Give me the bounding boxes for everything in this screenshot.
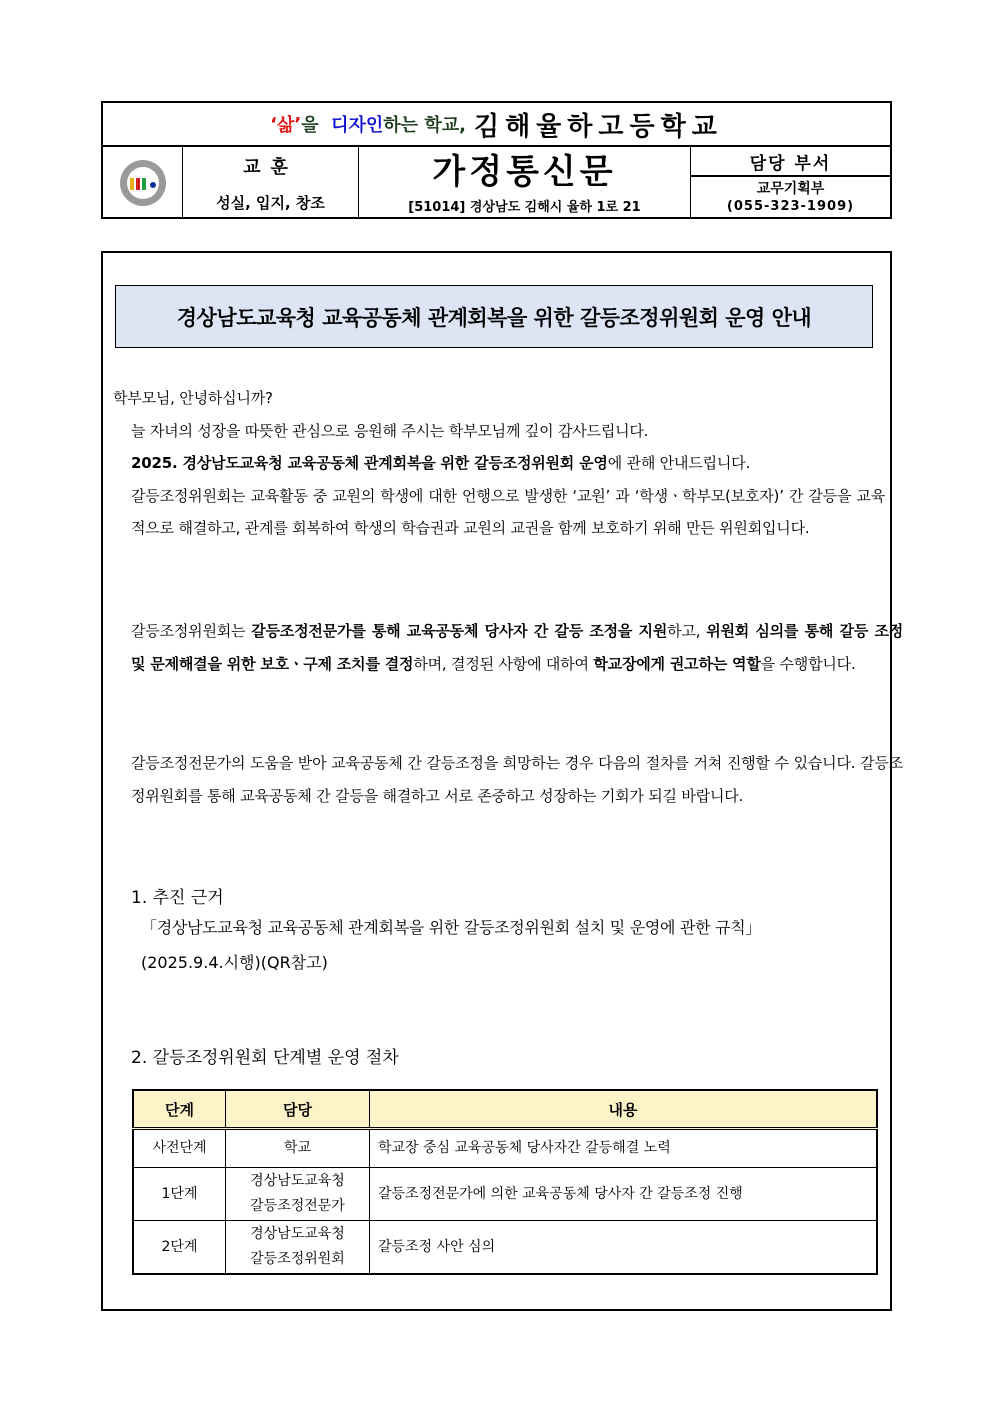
procedure-intro: 갈등조정전문가의 도움을 받아 교육공동체 간 갈등조정을 희망하는 경우 다음의 절차를 거쳐 진행할 수 있습니다. 갈등조정위원회를 통해 교육공동체 간 갈등을 해결하고 서로 존중하고 성장하는 기회가 되길 바랍니다.	[131, 754, 903, 805]
role-text-4: 을 수행합니다.	[760, 654, 856, 673]
table-header-row	[133, 1090, 877, 1129]
owner-line-2: 갈등조정위원회	[250, 1251, 345, 1267]
motto-label: 교훈	[243, 157, 298, 179]
slogan-life: 삶	[276, 115, 295, 136]
cell-owner	[226, 1168, 370, 1221]
thanks-text: 늘 자녀의 성장을 따뜻한 관심으로 응원해 주시는 학부모님께 깊이 감사드립니다.	[131, 421, 649, 440]
department-name: 교무기획부	[756, 181, 825, 197]
motto-text: 성실, 입지, 창조	[216, 193, 325, 212]
document-title: 경상남도교육청 교육공동체 관계회복을 위한 갈등조정위원회 운영 안내	[115, 285, 873, 348]
owner-line-2: 갈등조정전문가	[250, 1198, 345, 1214]
slogan-rest: 하는 학교,	[383, 115, 466, 136]
masthead-info-row	[103, 147, 890, 219]
department-cell	[691, 147, 890, 219]
intro-paragraphs	[113, 382, 885, 545]
table-row	[133, 1221, 877, 1275]
slogan-quote-open: ‘	[270, 113, 277, 135]
role-paragraph	[113, 615, 903, 680]
document-body-frame	[101, 251, 904, 1311]
cell-content: 갈등조정전문가에 의한 교육공동체 당사자 간 갈등조정 진행	[370, 1168, 878, 1221]
table-row	[133, 1129, 877, 1168]
newsletter-title: 가정통신문	[432, 151, 617, 192]
header-content: 내용	[370, 1090, 878, 1129]
school-motto	[183, 147, 359, 219]
legal-basis-effective-date: (2025.9.4.시행)(QR참고)	[141, 953, 328, 972]
purpose-text: 갈등조정위원회는 교육활동 중 교원의 학생에 대한 언행으로 발생한 ‘교원’ 과 ‘학생ㆍ학부모(보호자)’ 간 갈등을 교육적으로 해결하고, 관계를 회복하여 학생의 학습권과 교원의 교권을 함께 보호하기 위해 만든 위원회입니다.	[131, 486, 885, 537]
newsletter-masthead	[101, 101, 892, 219]
cell-step: 2단계	[133, 1221, 226, 1275]
logo-cell	[103, 147, 183, 219]
role-bold-2: 위원회 심의를 통해 갈등 조정 및 문제해결을 위한 보호ㆍ구제 조치를 결정	[131, 622, 904, 673]
department-info	[691, 177, 890, 219]
owner-line-1: 경상남도교육청	[250, 1173, 345, 1189]
table-row	[133, 1168, 877, 1221]
owner-line-1: 경상남도교육청	[250, 1226, 345, 1242]
procedure-steps-table	[132, 1089, 878, 1275]
legal-basis-rule: 「경상남도교육청 교육공동체 관계회복을 위한 갈등조정위원회 설치 및 운영에 관한 규칙」	[141, 918, 762, 937]
greeting: 학부모님, 안녕하십니까?	[113, 389, 273, 407]
cell-content: 학교장 중심 교육공동체 당사자간 갈등해결 노력	[370, 1129, 878, 1168]
cell-owner	[226, 1221, 370, 1275]
role-bold-3: 학교장에게 권고하는 역할	[593, 654, 761, 673]
cell-owner: 학교	[226, 1129, 370, 1168]
cell-step: 1단계	[133, 1168, 226, 1221]
role-text-3: 하며, 결정된 사항에 대하여	[413, 654, 594, 673]
header-owner: 담당	[226, 1090, 370, 1129]
role-text-2: 하고,	[667, 622, 707, 640]
intro-bold: 2025. 경상남도교육청 교육공동체 관계회복을 위한 갈등조정위원회 운영	[131, 454, 608, 472]
slogan-particle: 을	[301, 115, 325, 136]
intro-text	[113, 447, 885, 480]
slogan-design: 디자인	[331, 115, 384, 136]
intro-rest: 에 관해 안내드립니다.	[607, 454, 751, 472]
newsletter-title-cell	[359, 147, 691, 219]
section-1-heading: 1. 추진 근거	[131, 888, 224, 908]
slogan-quote-close: ’	[294, 113, 302, 135]
header-step: 단계	[133, 1090, 226, 1129]
school-name: 김해율하고등학교	[473, 111, 723, 142]
cell-content: 갈등조정 사안 심의	[370, 1221, 878, 1275]
role-text-1: 갈등조정위원회는	[131, 622, 252, 640]
role-bold-1: 갈등조정전문가를 통해 교육공동체 당사자 간 갈등 조정을 지원	[251, 622, 668, 640]
school-address: [51014] 경상남도 김해시 율하 1로 21	[408, 199, 641, 215]
cell-step: 사전단계	[133, 1129, 226, 1168]
school-slogan	[103, 103, 890, 147]
department-phone: (055-323-1909)	[726, 199, 855, 214]
school-emblem-icon	[120, 160, 166, 206]
department-label: 담당 부서	[691, 147, 890, 177]
section-2-heading: 2. 갈등조정위원회 단계별 운영 절차	[131, 1048, 399, 1068]
